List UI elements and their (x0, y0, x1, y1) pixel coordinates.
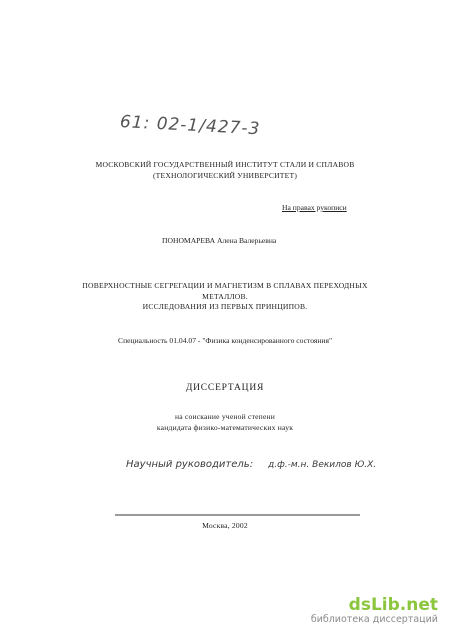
degree-line-1: на соискание ученой степени (174, 412, 276, 421)
city-year: Москва, 2002 (202, 521, 248, 530)
thesis-title-line-1: ПОВЕРХНОСТНЫЕ СЕГРЕГАЦИИ И МАГНЕТИЗМ В СПЛАВАХ ПЕРЕХОДНЫХ (82, 281, 368, 290)
author-name: ПОНОМАРЕВА Алена Валерьевна (162, 236, 277, 245)
thesis-title-line-3: ИССЛЕДОВАНИЯ ИЗ ПЕРВЫХ ПРИНЦИПОВ. (142, 302, 308, 311)
supervisor-name-handwritten: д.ф.-м.н. Векилов Ю.Х. (268, 460, 377, 470)
thesis-title-line-2: МЕТАЛЛОВ. (202, 292, 248, 301)
logo-brand: dsLib.net (348, 595, 438, 615)
logo-tagline: библиотека диссертаций (310, 614, 438, 625)
degree-line-2: кандидата физико-математических наук (156, 423, 294, 432)
institution-subtitle: (ТЕХНОЛОГИЧЕСКИЙ УНИВЕРСИТЕТ) (152, 171, 298, 180)
rights-note: На правах рукописи (282, 203, 347, 212)
footer-divider (115, 514, 360, 516)
supervisor-label-handwritten: Научный руководитель: (126, 459, 254, 470)
catalog-number-handwritten: 61: 02-1/427-3 (119, 112, 261, 140)
institution-name: МОСКОВСКИЙ ГОСУДАРСТВЕННЫЙ ИНСТИТУТ СТАЛИ И СПЛАВОВ (95, 160, 355, 169)
document-type-heading: ДИССЕРТАЦИЯ (185, 383, 265, 393)
specialty: Специальность 01.04.07 - "Физика конденсированного состояния" (118, 336, 333, 345)
dslib-watermark-logo[interactable] (311, 596, 438, 626)
